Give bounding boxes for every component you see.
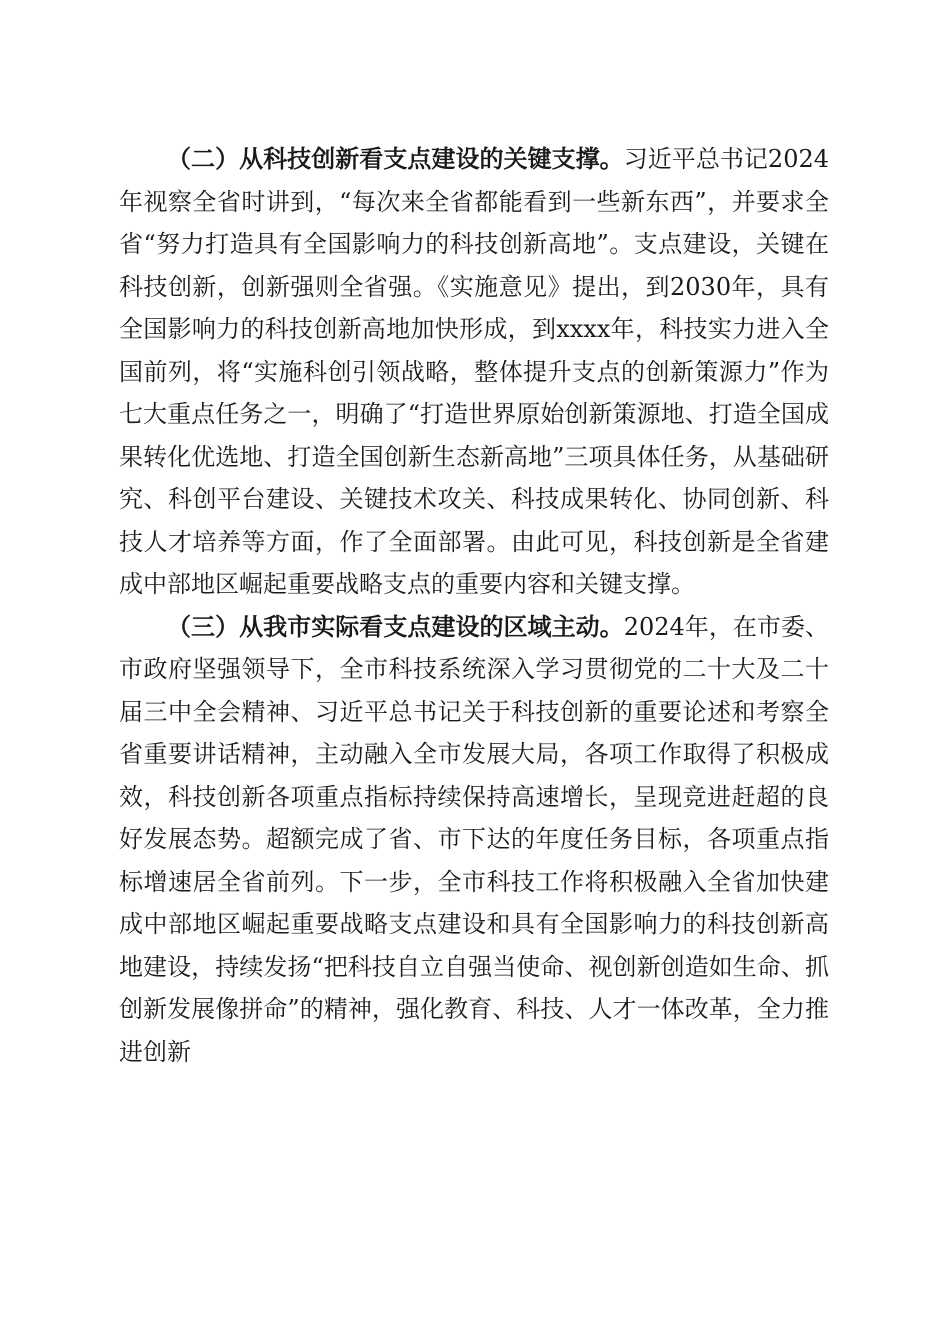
paragraph-heading: （三）从我市实际看支点建设的区域主动。 xyxy=(167,611,624,641)
paragraph-heading: （二）从科技创新看支点建设的关键支撑。 xyxy=(167,144,624,173)
paragraph-tech-innovation xyxy=(119,138,829,606)
paragraph-city-practice xyxy=(119,606,829,1074)
paragraph-body: 2024年，在市委、市政府坚强领导下，全市科技系统深入学习贯彻党的二十大及二十届三中全会精神、习近平总书记关于科技创新的重要论述和考察全省重要讲话精神，主动融入全市发展大局，各项工作取得了积极成效，科技创新各项重点指标持续保持高速增长，呈现竞进赶超的良好发展态势。超额完成了省、市下达的年度任务目标，各项重点指标增速居全省前列。下一步，全市科技工作将积极融入全省加快建成中部地区崛起重要战略支点建设和具有全国影响力的科技创新高地建设，持续发扬“把科技自立自强当使命、视创新创造如生命、抓创新发展像拼命”的精神，强化教育、科技、人才一体改革，全力推进创新 xyxy=(119,612,830,1066)
paragraph-body: 习近平总书记2024年视察全省时讲到，“每次来全省都能看到一些新东西”，并要求全省“努力打造具有全国影响力的科技创新高地”。支点建设，关键在科技创新，创新强则全省强。《实施意见》提出，到2030年，具有全国影响力的科技创新高地加快形成，到xxxx年，科技实力进入全国前列，将“实施科创引领战略，整体提升支点的创新策源力”作为七大重点任务之一，明确了“打造世界原始创新策源地、打造全国成果转化优选地、打造全国创新生态新高地”三项具体任务，从基础研究、科创平台建设、关键技术攻关、科技成果转化、协同创新、科技人才培养等方面，作了全面部署。由此可见，科技创新是全省建成中部地区崛起重要战略支点的重要内容和关键支撑。 xyxy=(119,145,830,598)
document-page xyxy=(119,138,829,1073)
